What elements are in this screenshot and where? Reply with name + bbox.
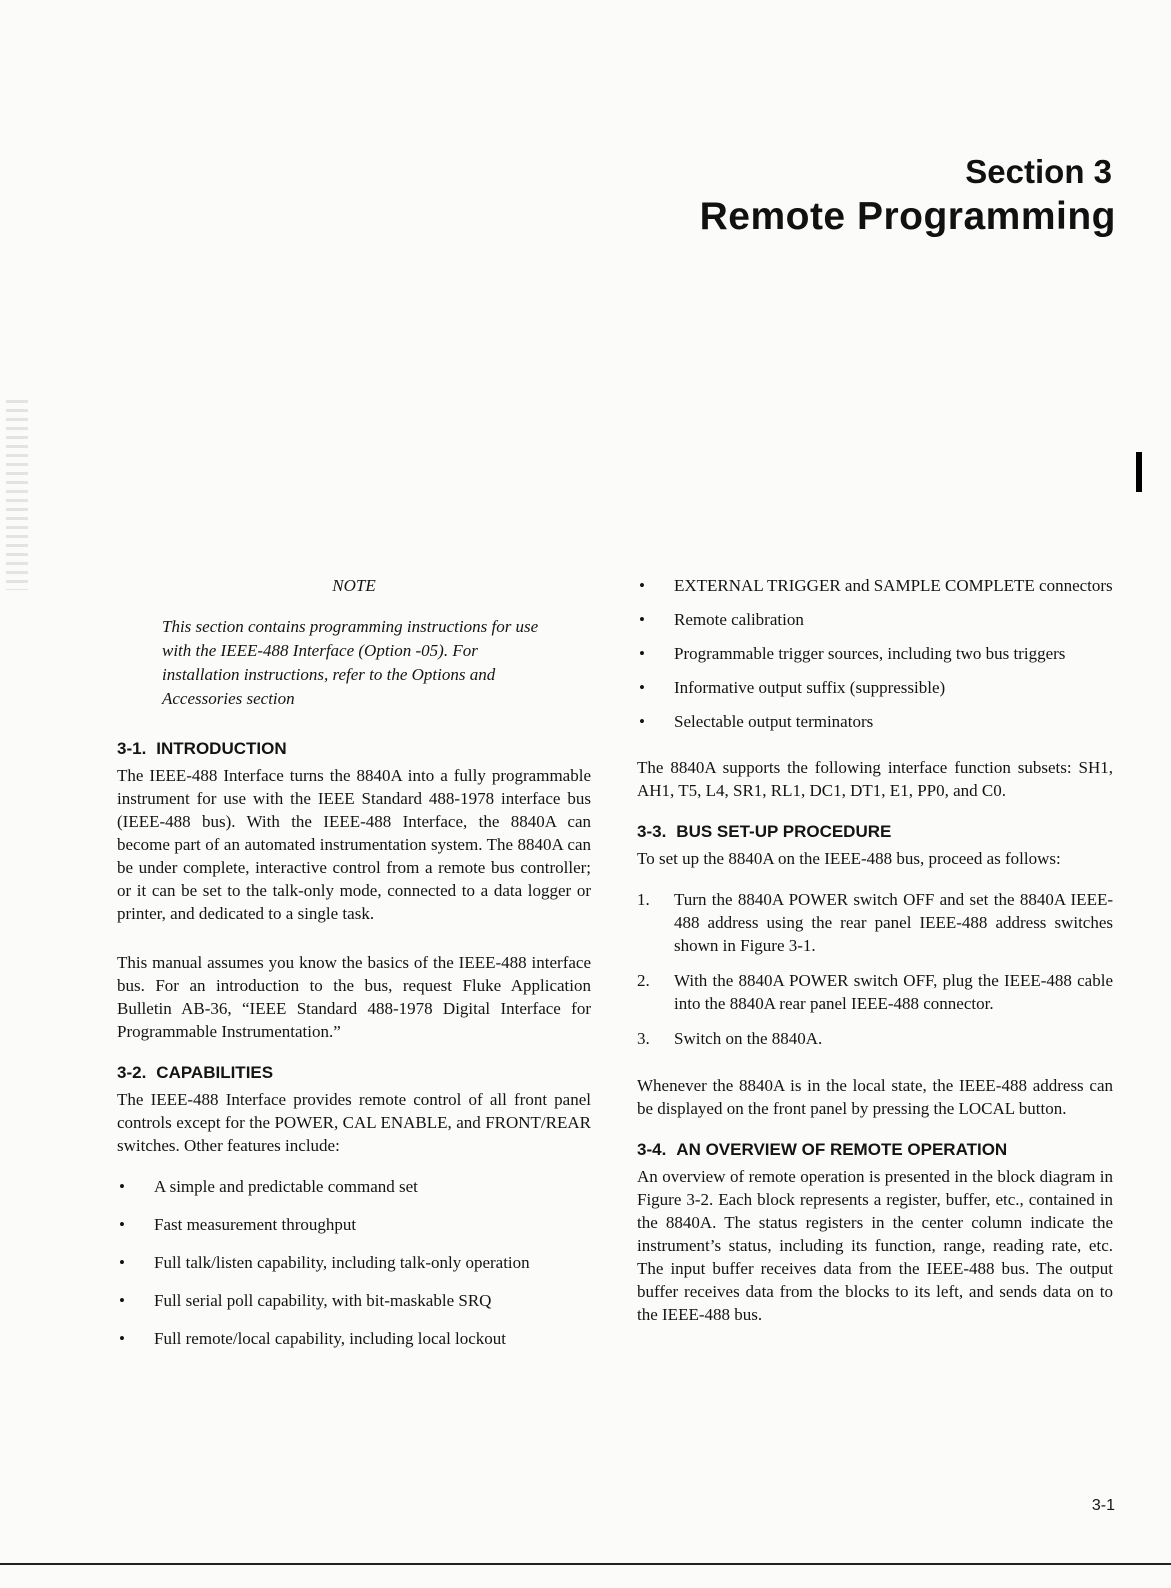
list-item: 2. With the 8840A POWER switch OFF, plug the IEEE-488 cable into the 8840A rear panel IEEE-488 connector.	[637, 971, 1113, 1013]
intro-paragraph-2: This manual assumes you know the basics of the IEEE-488 interface bus. For an introduction to the bus, request Fluke Application Bulletin AB-36, “IEEE Standard 488-1978 Digital Interface for Programmable Instrumentation.”	[117, 953, 591, 1041]
capabilities-list-right	[637, 574, 1113, 733]
step-number: 3.	[637, 1029, 650, 1048]
bullet-icon: •	[639, 610, 645, 629]
heading-text: INTRODUCTION	[156, 739, 287, 758]
section-title: Remote Programming	[699, 195, 1116, 238]
bullet-icon: •	[119, 1177, 125, 1196]
step-number: 2.	[637, 971, 650, 990]
list-item: • Informative output suffix (suppressible)	[637, 676, 1113, 699]
bullet-icon: •	[119, 1215, 125, 1234]
heading-text: BUS SET-UP PROCEDURE	[676, 822, 892, 841]
section-header	[700, 150, 1116, 240]
heading-number: 3-2.	[117, 1063, 147, 1082]
heading-3-1	[117, 737, 591, 760]
page-number: 3-1	[1091, 1497, 1115, 1514]
list-item: • Full talk/listen capability, including talk-only operation	[117, 1251, 591, 1274]
setup-steps	[637, 888, 1113, 1050]
capabilities-intro: The IEEE-488 Interface provides remote control of all front panel controls except for the POWER, CAL ENABLE, and FRONT/REAR switches. Other features include:	[117, 1090, 591, 1155]
capabilities-list-left	[117, 1175, 591, 1350]
bullet-icon: •	[119, 1329, 125, 1348]
list-item: • EXTERNAL TRIGGER and SAMPLE COMPLETE connectors	[637, 574, 1113, 597]
note-title: NOTE	[332, 576, 376, 595]
heading-text: CAPABILITIES	[156, 1063, 274, 1082]
heading-number: 3-3.	[637, 822, 667, 841]
section-label: Section 3	[965, 153, 1112, 190]
step-number: 1.	[637, 890, 650, 909]
right-column	[637, 574, 1113, 1326]
intro-paragraph-1: The IEEE-488 Interface turns the 8840A into a fully programmable instrument for use with the IEEE Standard 488-1978 interface bus (IEEE-488 bus). With the IEEE-488 Interface, the 8840A can become part of an automated instrumentation system. The 8840A can be under complete, interactive control from a remote bus controller; or it can be set to the talk-only mode, connected to a data logger or printer, and dedicated to a single task.	[117, 766, 591, 923]
list-item: • Remote calibration	[637, 608, 1113, 631]
overview-paragraph: An overview of remote operation is presented in the block diagram in Figure 3-2. Each block represents a register, buffer, etc., contained in the 8840A. The status registers in the center column indicate the instrument’s status, including its function, range, reading rate, etc. The input buffer receives data from the IEEE-488 bus. The output buffer receives data from the blocks to its left, and sends data on to the IEEE-488 bus.	[637, 1167, 1113, 1324]
local-address-paragraph: Whenever the 8840A is in the local state, the IEEE-488 address can be displayed on the front panel by pressing the LOCAL button.	[637, 1076, 1113, 1118]
bottom-rule	[0, 1563, 1171, 1565]
list-item: • Selectable output terminators	[637, 710, 1113, 733]
heading-3-3	[637, 820, 1113, 843]
heading-3-2	[117, 1061, 591, 1084]
heading-3-4	[637, 1138, 1113, 1161]
bullet-icon: •	[639, 712, 645, 731]
list-item: 1. Turn the 8840A POWER switch OFF and set the 8840A IEEE-488 address using the rear panel IEEE-488 address switches shown in Figure 3-1.	[637, 890, 1113, 955]
list-item: • Full remote/local capability, including local lockout	[117, 1327, 591, 1350]
heading-number: 3-4.	[637, 1140, 667, 1159]
bullet-icon: •	[639, 576, 645, 595]
bullet-icon: •	[639, 644, 645, 663]
bullet-icon: •	[639, 678, 645, 697]
section-tab-marker	[1136, 452, 1142, 492]
scan-binding-artifact	[6, 400, 28, 590]
interface-subsets-paragraph: The 8840A supports the following interface function subsets: SH1, AH1, T5, L4, SR1, RL1, DC1, DT1, E1, PP0, and C0.	[637, 758, 1113, 800]
bullet-icon: •	[119, 1291, 125, 1310]
list-item: • A simple and predictable command set	[117, 1175, 591, 1198]
list-item: • Fast measurement throughput	[117, 1213, 591, 1236]
bullet-icon: •	[119, 1253, 125, 1272]
list-item: 3. Switch on the 8840A.	[637, 1029, 823, 1048]
heading-number: 3-1.	[117, 739, 147, 758]
heading-text: AN OVERVIEW OF REMOTE OPERATION	[676, 1140, 1008, 1159]
note-body: This section contains programming instructions for use with the IEEE-488 Interface (Option -05). For installation instructions, refer to the Options and Accessories section	[162, 617, 539, 708]
left-column	[117, 574, 591, 1365]
list-item: • Full serial poll capability, with bit-maskable SRQ	[117, 1289, 591, 1312]
setup-intro: To set up the 8840A on the IEEE-488 bus, proceed as follows:	[637, 849, 1061, 868]
list-item: • Programmable trigger sources, including two bus triggers	[637, 642, 1113, 665]
